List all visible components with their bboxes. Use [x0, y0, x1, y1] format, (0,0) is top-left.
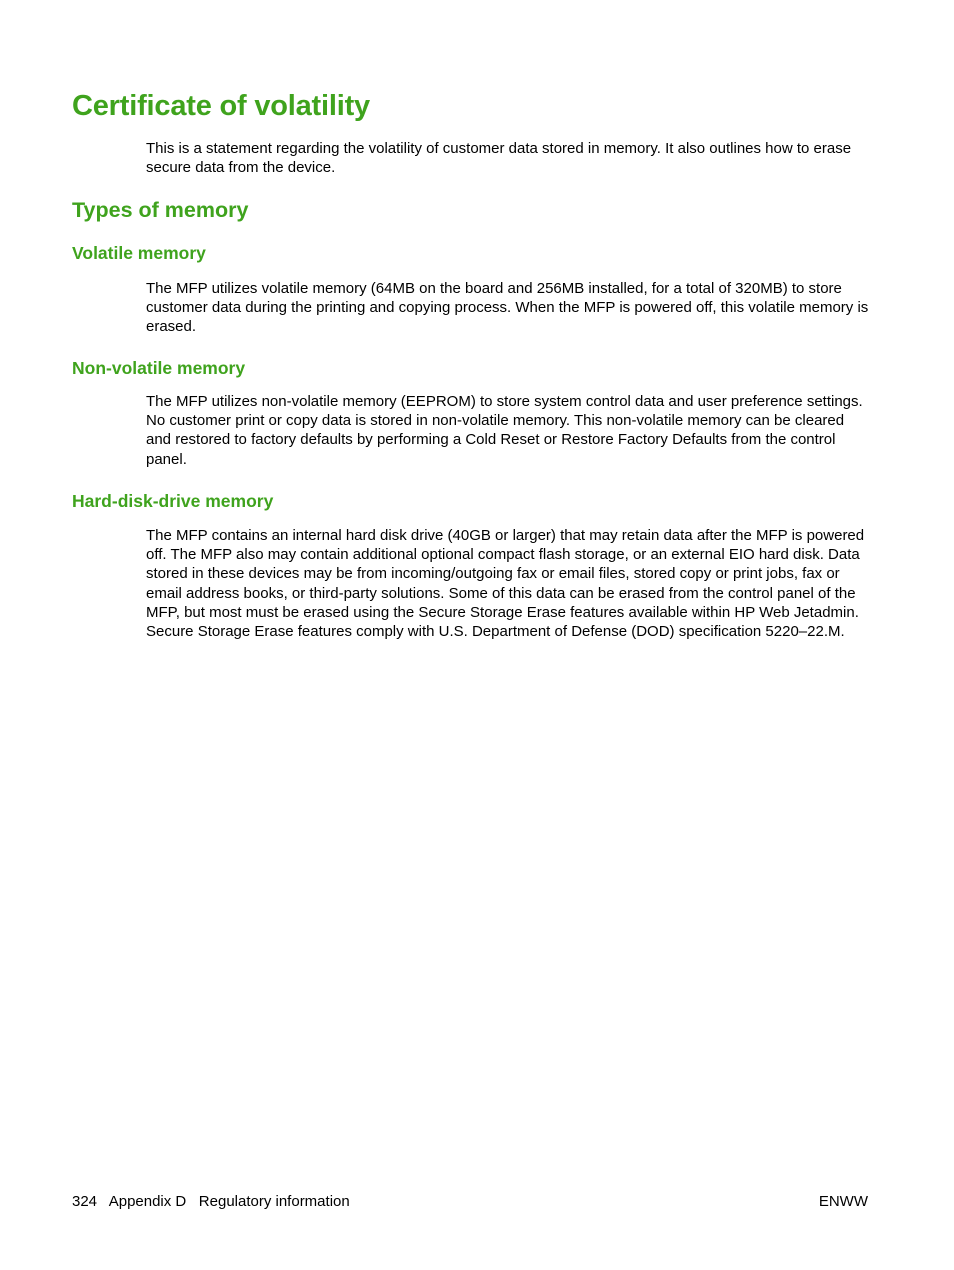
page-title: Certificate of volatility: [72, 90, 370, 122]
paragraph-hard-disk-drive-memory: The MFP contains an internal hard disk drive (40GB or larger) that may retain data after the MFP is powered off. The MFP also may contain additional optional compact flash storage, or an external EIO hard disk. Data stored in these devices may be from incoming/outgoing fax or email files, stored copy or print jobs, fax or email address books, or third-party solutions. Some of this data can be erased from the control panel of the MFP, but most must be erased using the Secure Storage Erase features available within HP Web Jetadmin. Secure Storage Erase features comply with U.S. Department of Defense (DOD) specification 5220–22.M.: [146, 527, 865, 641]
footer-right-label: ENWW: [818, 1193, 868, 1210]
footer-chapter: Appendix D: [108, 1193, 187, 1210]
subheading-non-volatile-memory: Non-volatile memory: [72, 358, 246, 378]
section-heading-types-of-memory: Types of memory: [72, 198, 249, 222]
subheading-hard-disk-drive-memory: Hard-disk-drive memory: [72, 491, 274, 511]
subheading-volatile-memory: Volatile memory: [72, 243, 206, 263]
footer-page-number: 324: [72, 1193, 98, 1210]
footer-section: Regulatory information: [198, 1193, 350, 1210]
page-footer: [72, 1193, 868, 1213]
paragraph-non-volatile-memory: The MFP utilizes non-volatile memory (EEPROM) to store system control data and user preference settings. No customer print or copy data is stored in non-volatile memory. This non-volatile memory can be cleared and restored to factory defaults by performing a Cold Reset or Restore Factory Defaults from the control panel.: [146, 393, 863, 468]
paragraph-volatile-memory: The MFP utilizes volatile memory (64MB on the board and 256MB installed, for a total of 320MB) to store customer data during the printing and copying process. When the MFP is powered off, this volatile memory is erased.: [146, 280, 869, 336]
intro-paragraph: This is a statement regarding the volatility of customer data stored in memory. It also outlines how to erase secure data from the device.: [146, 140, 852, 177]
footer-left: [72, 1193, 350, 1210]
